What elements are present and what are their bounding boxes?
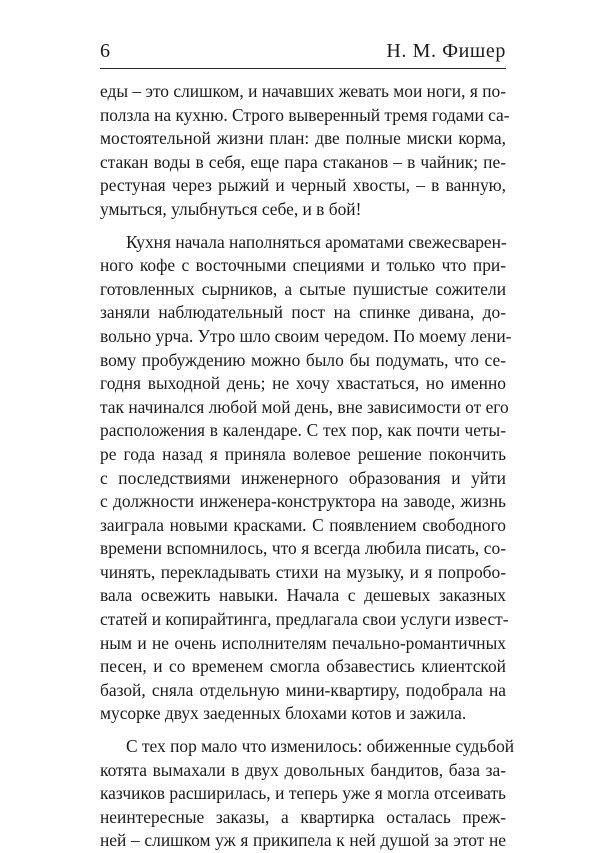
paragraph-gap [100,222,506,231]
body-text [100,80,515,853]
text-line: вала освежить навыки. Начала с дешевых заказных [100,585,506,606]
text-line: статей и копирайтинга, предлагала свои услуги извест- [100,609,509,630]
text-line: с должности инженера-конструктора на заводе, жизнь [100,491,506,512]
text-line: ползла на кухню. Строго выверенный тремя годами са- [100,104,510,125]
text-line: годня выходной день; не хочу хвастаться, но именно [100,373,506,394]
text-line: мусорке двух заеденных блохами котов и зажила. [100,703,467,724]
paragraph [100,231,512,726]
text-line: базой, сняла отдельную мини-квартиру, подобрала на [100,679,506,700]
header-rule [100,68,506,69]
text-line: С тех пор мало что изменилось: обиженные судьбой [126,736,515,757]
text-line: котята вымахали в двух довольных бандитов, база за- [100,759,506,780]
text-line: вольно урча. Утро шло своим чередом. По моему лени- [100,325,512,346]
paragraph [100,80,510,222]
text-line: казчиков расширилась, и теперь уже я могла отсеивать [100,783,506,804]
text-line: неинтересные заказы, а квартирка осталась преж- [100,806,506,827]
text-line: готовленных сырников, а сытые пушистые сожители [100,278,506,299]
text-line: еды – это слишком, и начавших жевать мои ноги, я по- [100,81,506,101]
paragraph-gap [100,726,506,735]
paragraph [100,735,515,853]
text-line: ным и не очень исполнителям печально-романтичных [100,632,506,653]
page-header [100,38,506,64]
text-line: ней – слишком уж я прикипела к ней душой за этот не [100,830,506,851]
text-line: с последствиями инженерного образования и уйти [100,467,506,488]
text-line: стакан воды в себя, еще пара стаканов – в чайник; пе- [100,151,506,172]
text-line: вому пробуждению можно было бы подумать, что се- [100,349,506,370]
text-line: чинять, перекладывать стихи на музыку, и я попробо- [100,561,506,582]
page-number: 6 [100,40,110,62]
text-line: умыться, улыбнуться себе, и в бой! [100,198,362,219]
text-line: ре года назад я приняла волевое решение покончить [100,443,506,464]
text-line: заиграла новыми красками. С появлением свободного [100,514,506,535]
text-line: заняли наблюдательный пост на спинке дивана, до- [100,302,506,323]
running-head-author: Н. М. Фишер [386,40,506,62]
text-line: расположения в календаре. С тех пор, как почти четы- [100,420,506,441]
text-line: так начинался любой мой день, вне зависимости от его [100,396,509,417]
text-line: времени вспомнилось, что я всегда любила писать, со- [100,538,506,559]
text-line: мостоятельной жизни план: две полные миски корма, [100,128,506,149]
text-line: ного кофе с восточными специями и только что при- [100,255,506,276]
text-line: Кухня начала наполняться ароматами свежесварен- [126,231,507,252]
text-line: песен, и со временем смогла обзавестись клиентской [100,656,506,677]
text-line: рестуная через рыжий и черный хвосты, – в ванную, [100,175,506,196]
